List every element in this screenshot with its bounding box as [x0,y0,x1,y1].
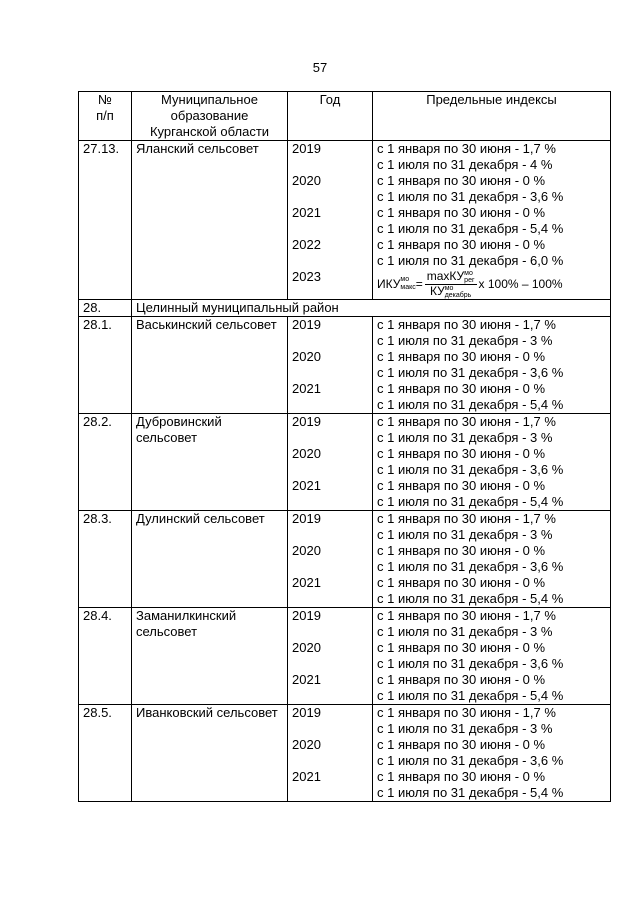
index-line: с 1 июля по 31 декабря - 3,6 % [377,462,564,477]
year: 2021 [292,769,321,784]
index-line: с 1 июля по 31 декабря - 5,4 % [377,397,564,412]
row-municipality: Дулинский сельсовет [132,511,288,608]
index-line: с 1 июля по 31 декабря - 3,6 % [377,753,564,768]
year: 2020 [292,543,321,558]
index-line: с 1 июля по 31 декабря - 5,4 % [377,785,564,800]
year: 2020 [292,640,321,655]
year: 2020 [292,737,321,752]
limit-indices-table [78,91,611,802]
header-municipality-line: образование [170,108,249,123]
index-line: с 1 июля по 31 декабря - 3,6 % [377,365,564,380]
index-line: с 1 января по 30 июня - 0 % [377,446,546,461]
year: 2019 [292,141,321,156]
index-line: с 1 января по 30 июня - 0 % [377,205,546,220]
index-line: с 1 января по 30 июня - 1,7 % [377,705,556,720]
index-line: с 1 июля по 31 декабря - 3 % [377,624,553,639]
index-line: с 1 января по 30 июня - 0 % [377,543,546,558]
row-district: Целинный муниципальный район [132,300,611,317]
row-number: 28.5. [79,705,132,802]
table-header-row [79,92,611,141]
page-number: 57 [312,60,328,75]
row-municipality: Дубровинский сельсовет [132,414,288,511]
index-line: с 1 января по 30 июня - 1,7 % [377,141,556,156]
year: 2019 [292,705,321,720]
year: 2022 [292,237,321,252]
header-indices: Предельные индексы [373,92,611,141]
row-years [288,511,373,608]
index-line: с 1 июля по 31 декабря - 3 % [377,430,553,445]
index-line: с 1 июля по 31 декабря - 3,6 % [377,656,564,671]
row-number: 28. [79,300,132,317]
row-indices [373,414,611,511]
header-municipality-line: Муниципальное [161,92,258,107]
header-number [79,92,132,141]
year: 2021 [292,575,321,590]
year: 2021 [292,478,321,493]
index-line: с 1 января по 30 июня - 0 % [377,672,546,687]
year: 2021 [292,672,321,687]
index-formula: ИКУ мо макс = maxКУ мо рег КУ мо декабрь x 100% – 100% [377,268,563,299]
index-line: с 1 июля по 31 декабря - 3,6 % [377,559,564,574]
row-number: 28.3. [79,511,132,608]
row-number: 28.1. [79,317,132,414]
formula-fraction: maxКУ мо рег КУ мо декабрь [426,268,475,299]
index-line: с 1 января по 30 июня - 0 % [377,478,546,493]
row-municipality: Яланский сельсовет [132,141,288,300]
row-indices [373,141,611,300]
index-line: с 1 января по 30 июня - 0 % [377,769,546,784]
row-years [288,608,373,705]
index-line: с 1 января по 30 июня - 0 % [377,737,546,752]
header-year: Год [288,92,373,141]
row-indices [373,608,611,705]
year: 2020 [292,446,321,461]
row-years [288,705,373,802]
year: 2019 [292,608,321,623]
row-number: 28.2. [79,414,132,511]
table-row [79,300,611,317]
header-municipality-line: Курганской области [149,124,270,139]
table-row [79,414,611,511]
year: 2020 [292,173,321,188]
table-row [79,141,611,300]
index-line: с 1 июля по 31 декабря - 3 % [377,333,553,348]
row-number: 28.4. [79,608,132,705]
year: 2019 [292,414,321,429]
index-line: с 1 июля по 31 декабря - 6,0 % [377,253,564,268]
index-line: с 1 июля по 31 декабря - 3 % [377,721,553,736]
index-line: с 1 июля по 31 декабря - 5,4 % [377,688,564,703]
row-years [288,141,373,300]
header-number-line: п/п [96,108,114,123]
row-indices [373,705,611,802]
row-municipality: Васькинский сельсовет [132,317,288,414]
formula-lhs: ИКУ мо макс [377,276,416,292]
index-line: с 1 июля по 31 декабря - 4 % [377,157,553,172]
year: 2023 [292,269,321,284]
index-line: с 1 января по 30 июня - 1,7 % [377,414,556,429]
row-indices [373,511,611,608]
formula-tail: x 100% – 100% [478,277,563,291]
index-line: с 1 июля по 31 декабря - 5,4 % [377,494,564,509]
table-row [79,317,611,414]
year: 2021 [292,381,321,396]
index-line: с 1 января по 30 июня - 0 % [377,173,546,188]
header-number-line: № [98,92,112,107]
year: 2020 [292,349,321,364]
index-line: с 1 января по 30 июня - 0 % [377,237,546,252]
index-line: с 1 января по 30 июня - 0 % [377,640,546,655]
row-municipality: Иванковский сельсовет [132,705,288,802]
index-line: с 1 января по 30 июня - 1,7 % [377,317,556,332]
table-row [79,511,611,608]
index-line: с 1 июля по 31 декабря - 5,4 % [377,591,564,606]
index-line: с 1 января по 30 июня - 0 % [377,575,546,590]
index-line: с 1 июля по 31 декабря - 5,4 % [377,221,564,236]
table-row [79,705,611,802]
year: 2021 [292,205,321,220]
row-years [288,414,373,511]
row-indices [373,317,611,414]
index-line: с 1 января по 30 июня - 1,7 % [377,511,556,526]
index-line: с 1 января по 30 июня - 1,7 % [377,608,556,623]
row-years [288,317,373,414]
header-municipality [132,92,288,141]
index-line: с 1 января по 30 июня - 0 % [377,349,546,364]
row-number: 27.13. [79,141,132,300]
year: 2019 [292,317,321,332]
table-row [79,608,611,705]
index-line: с 1 июля по 31 декабря - 3,6 % [377,189,564,204]
row-municipality: Заманилкинский сельсовет [132,608,288,705]
index-line: с 1 января по 30 июня - 0 % [377,381,546,396]
year: 2019 [292,511,321,526]
index-line: с 1 июля по 31 декабря - 3 % [377,527,553,542]
